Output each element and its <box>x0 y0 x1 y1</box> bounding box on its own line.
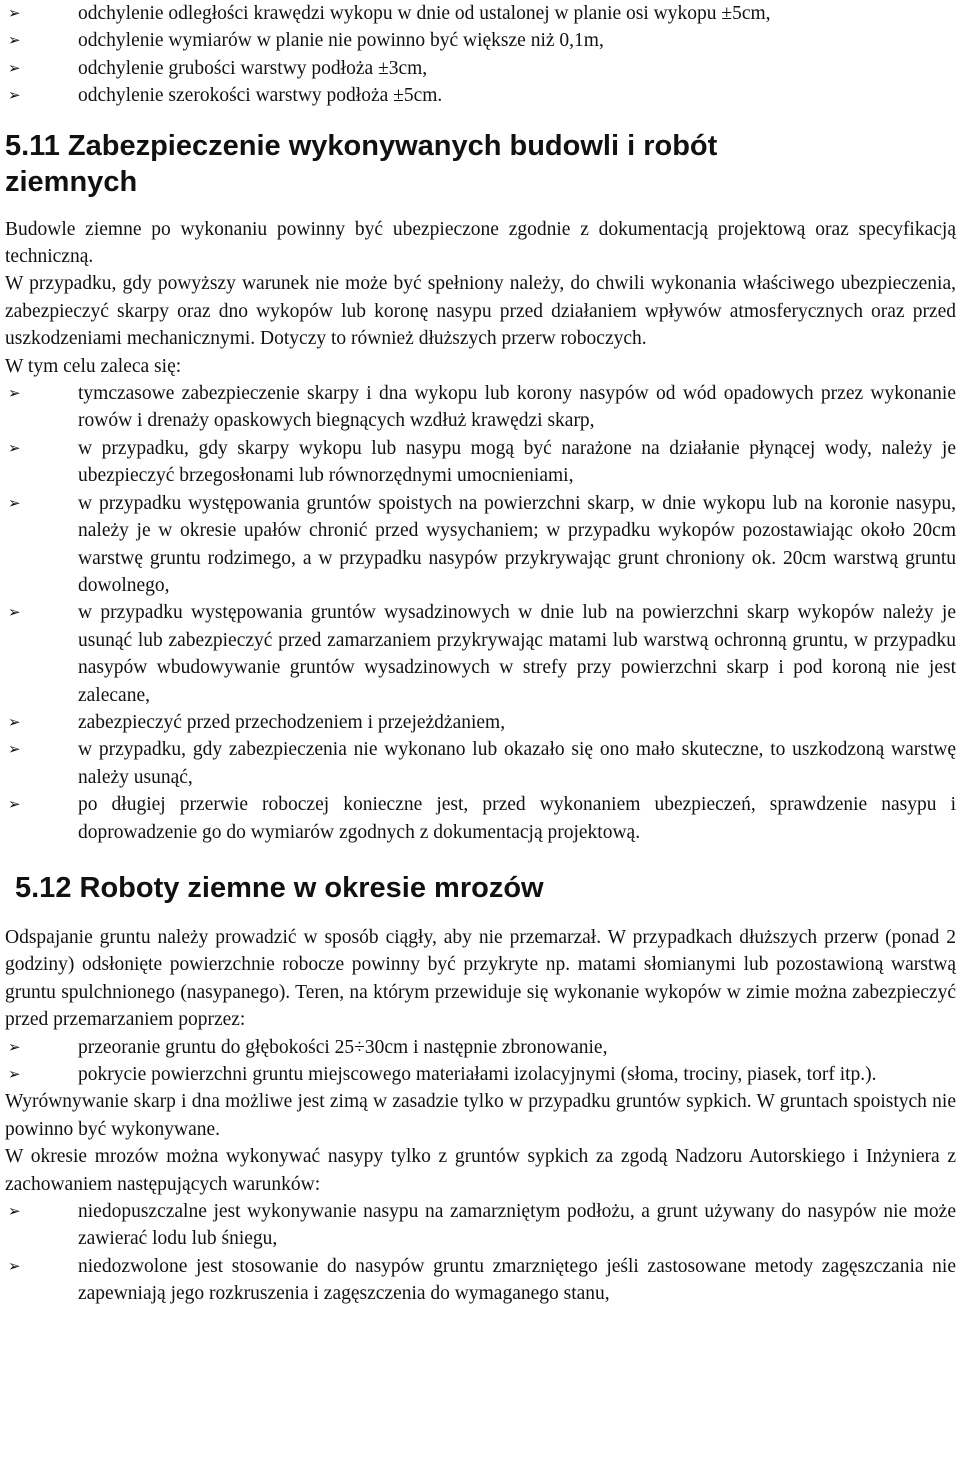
list-item: ➢ niedopuszczalne jest wykonywanie nasypu na zamarzniętym podłożu, a grunt używany do nasypów nie może zawierać lodu lub śniegu, <box>5 1198 956 1253</box>
list-item: ➢ odchylenie grubości warstwy podłoża ±3cm, <box>5 55 956 82</box>
paragraph: Odspajanie gruntu należy prowadzić w sposób ciągły, aby nie przemarzał. W przypadkach dłuższych przerw (ponad 2 godziny) odsłonięte powierzchnie robocze powinny być przykryte np. matami słomianymi lub pozostawioną warstwą gruntu spulchnionego (nasypanego). Teren, na którym przewiduje się wykonanie wykopów w zimie można zabezpieczyć przed przemarzaniem poprzez: <box>5 926 956 1031</box>
list-item: ➢ przeoranie gruntu do głębokości 25÷30cm i następnie zbronowanie, <box>5 1034 956 1061</box>
list-item: ➢ w przypadku występowania gruntów spoistych na powierzchni skarp, w dnie wykopu lub na koronie nasypu, należy je w okresie upałów chronić przed wysychaniem; w przypadku wykopów pozostawiając około 20cm warstwę gruntu rodzimego, a w przypadku nasypów przykrywając grunt chroniony ok. 20cm warstwą gruntu dowolnego, <box>5 490 956 600</box>
list-item: ➢ odchylenie wymiarów w planie nie powinno być większe niż 0,1m, <box>5 27 956 54</box>
list-item: ➢ tymczasowe zabezpieczenie skarpy i dna wykopu lub korony nasypów od wód opadowych przez wykonanie rowów i drenaży opaskowych biegnących wzdłuż krawędzi skarp, <box>5 380 956 435</box>
section-heading-5-11 <box>5 128 956 200</box>
list-item: ➢ po długiej przerwie roboczej konieczne jest, przed wykonaniem ubezpieczeń, sprawdzenie nasypu i doprowadzenie go do wymiarów zgodnych z dokumentacją projektową. <box>5 791 956 846</box>
paragraph: Budowle ziemne po wykonaniu powinny być ubezpieczone zgodnie z dokumentacją projektową oraz specyfikacją techniczną. <box>5 218 956 268</box>
paragraph: W przypadku, gdy powyższy warunek nie może być spełniony należy, do chwili wykonania właściwego ubezpieczenia, zabezpieczyć skarpy oraz dno wykopów lub koronę nasypu przed działaniem wpływów atmosferycznych oraz przed uszkodzeniami mechanicznymi. Dotyczy to również dłuższych przerw roboczych. <box>5 273 956 350</box>
list-item: ➢ w przypadku, gdy skarpy wykopu lub nasypu mogą być narażone na działanie płynącej wody, należy je ubezpieczyć brzegosłonami lub równorzędnymi umocnieniami, <box>5 435 956 490</box>
paragraph: W tym celu zaleca się: <box>5 355 182 377</box>
list-item: ➢ pokrycie powierzchni gruntu miejscowego materiałami izolacyjnymi (słoma, trociny, piasek, torf itp.). <box>5 1061 956 1088</box>
paragraph: Wyrównywanie skarp i dna możliwe jest zimą w zasadzie tylko w przypadku gruntów sypkich. W gruntach spoistych nie powinno być wykonywane. <box>5 1091 956 1140</box>
paragraph: W okresie mrozów można wykonywać nasypy tylko z gruntów sypkich za zgodą Nadzoru Autorskiego i Inżyniera z zachowaniem następujących warunków: <box>5 1146 956 1195</box>
heading-line-2: ziemnych <box>5 165 138 198</box>
list-item: ➢ w przypadku występowania gruntów wysadzinowych w dnie lub na powierzchni skarp wykopów należy je usunąć lub zabezpieczyć przed zamarzaniem przykrywając matami lub warstwą ochronną gruntu, w przypadku nasypów wbudowywanie gruntów wysadzinowych w strefy przy powierzchni skarp i pod koroną nie jest zalecane, <box>5 599 956 709</box>
protection-bullet-list <box>5 380 956 846</box>
section-heading-5-12: 5.12 Roboty ziemne w okresie mrozów <box>15 871 544 904</box>
list-item: ➢ zabezpieczyć przed przechodzeniem i przejeżdżaniem, <box>5 709 956 736</box>
list-item: ➢ odchylenie szerokości warstwy podłoża ±5cm. <box>5 82 956 109</box>
heading-line-1: 5.11 Zabezpieczenie wykonywanych budowli i robót <box>5 129 718 162</box>
conditions-bullet-list <box>5 1198 956 1308</box>
list-item: ➢ w przypadku, gdy zabezpieczenia nie wykonano lub okazało się ono mało skuteczne, to uszkodzoną warstwę należy usunąć, <box>5 736 956 791</box>
intro-bullet-list <box>5 0 956 110</box>
frost-bullet-list <box>5 1034 956 1089</box>
list-item: ➢ odchylenie odległości krawędzi wykopu w dnie od ustalonej w planie osi wykopu ±5cm, <box>5 0 956 27</box>
list-item: ➢ niedozwolone jest stosowanie do nasypów gruntu zmarzniętego jeśli zastosowane metody zagęszczania nie zapewniają jego rozkruszenia i zagęszczenia do wymaganego stanu, <box>5 1253 956 1308</box>
